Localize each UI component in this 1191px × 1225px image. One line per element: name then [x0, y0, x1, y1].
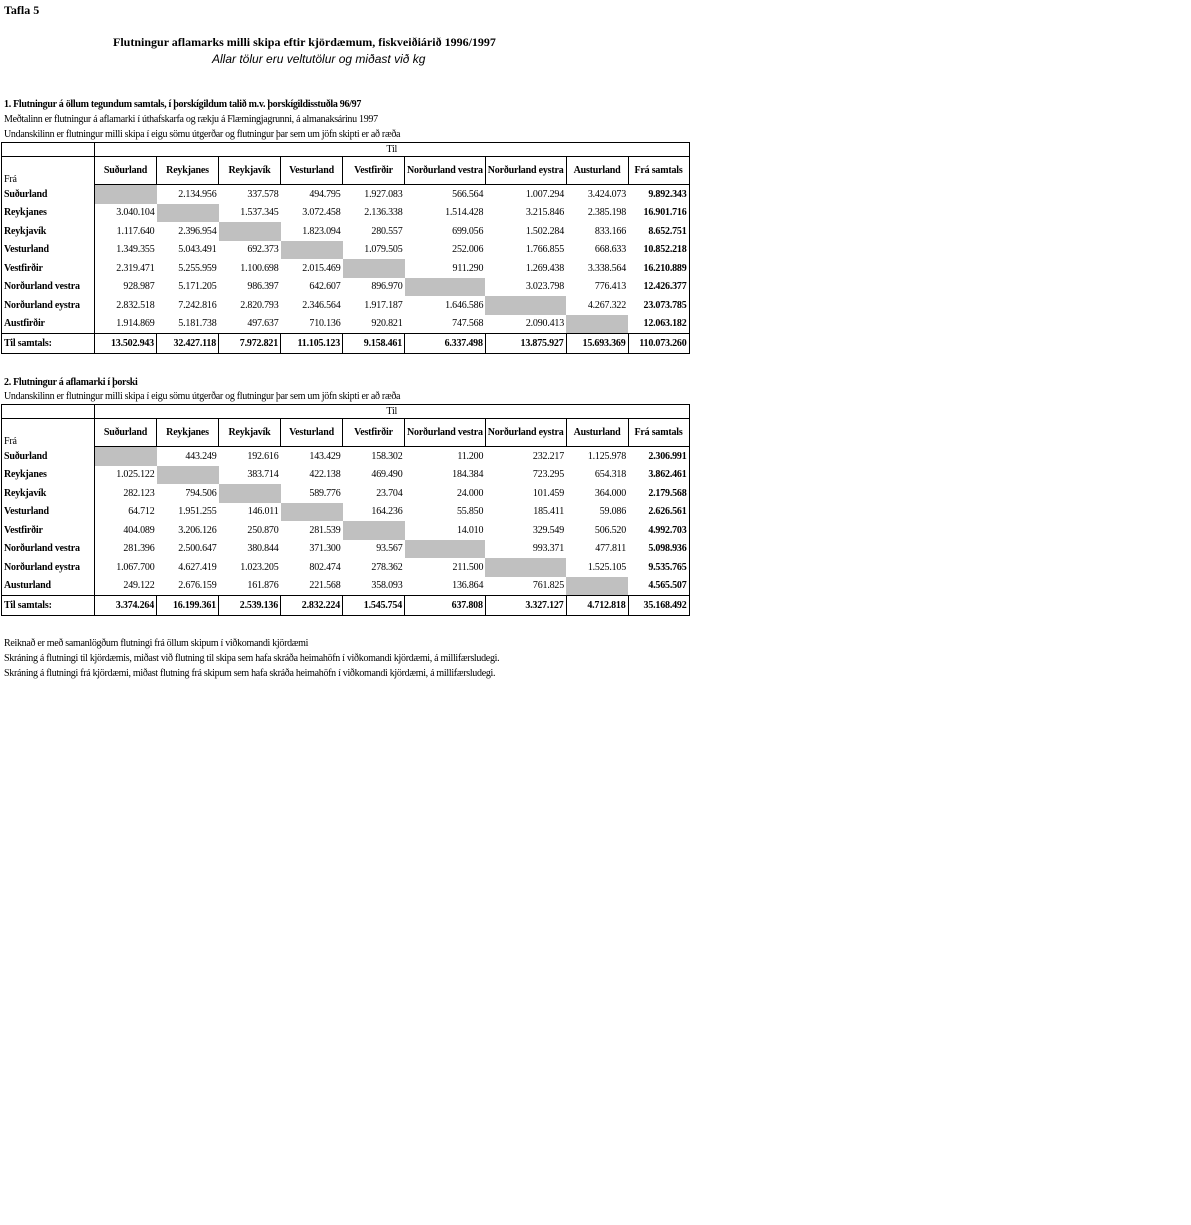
table-cell: 7.242.816: [178, 299, 217, 311]
table-cell: 280.557: [371, 225, 403, 237]
table-cell: 833.166: [594, 225, 627, 237]
table-cell: 896.970: [371, 281, 403, 293]
column-header: Vestfirðir: [343, 157, 405, 185]
table-cell: 364.000: [594, 487, 627, 499]
table-cell: 928.987: [123, 281, 155, 293]
table-cell: 761.825: [532, 580, 565, 592]
table-cell: 232.217: [532, 450, 565, 462]
table-row: [2, 558, 690, 577]
table-cell: 282.123: [123, 487, 155, 499]
table-cell: 5.043.491: [178, 244, 217, 256]
column-header: Norðurland vestra: [405, 157, 486, 185]
diagonal-cell: [281, 241, 343, 260]
table-cell: 3.072.458: [302, 207, 341, 219]
table-cell: 55.850: [456, 506, 484, 518]
table-cell: 59.086: [599, 506, 627, 518]
table-cell: 422.138: [309, 469, 341, 481]
document-title: Flutningur aflamarks milli skipa eftir kjördæmum, fiskveiðiárið 1996/1997: [113, 35, 496, 49]
table-row: [2, 503, 690, 522]
total-cell: 13.502.943: [95, 334, 157, 354]
til-header: Til: [95, 143, 690, 157]
table-cell: 3.862.461: [628, 466, 689, 485]
table-cell: 469.490: [371, 469, 403, 481]
column-header: Norðurland eystra: [485, 157, 566, 185]
table-cell: 1.927.083: [364, 188, 403, 200]
diagonal-cell: [405, 540, 486, 559]
total-cell: 110.073.260: [628, 334, 689, 354]
row-label: Vestfirðir: [2, 521, 95, 540]
table-cell: 1.914.869: [116, 318, 155, 330]
table-cell: 723.295: [532, 469, 565, 481]
table-cell: 8.652.751: [628, 222, 689, 241]
table-cell: 12.426.377: [628, 278, 689, 297]
table-cell: 5.255.959: [178, 262, 217, 274]
table-number: Tafla 5: [4, 3, 40, 17]
diagonal-cell: [343, 521, 405, 540]
table-row: [2, 447, 690, 466]
table-cell: 211.500: [452, 561, 484, 573]
table-cell: 2.134.956: [178, 188, 217, 200]
table-cell: 383.714: [247, 469, 279, 481]
column-header: Reykjanes: [157, 157, 219, 185]
table-cell: 192.616: [247, 450, 279, 462]
section2-heading: 2. Flutningur á aflamarki í þorski: [4, 377, 138, 388]
table-cell: 5.098.936: [628, 540, 689, 559]
diagonal-cell: [405, 278, 486, 297]
table-cell: 477.811: [595, 543, 627, 555]
table-row: [2, 241, 690, 260]
table-cell: 2.396.954: [178, 225, 217, 237]
table-cell: 2.500.647: [178, 543, 217, 555]
diagonal-cell: [281, 503, 343, 522]
total-cell: 1.545.754: [343, 596, 405, 616]
table-cell: 136.864: [452, 580, 484, 592]
table-cell: 4.992.703: [628, 521, 689, 540]
row-label: Austurland: [2, 577, 95, 596]
table-cell: 1.125.978: [587, 450, 627, 462]
diagonal-cell: [157, 204, 219, 223]
diagonal-cell: [219, 484, 281, 503]
table-row: [2, 278, 690, 297]
table-cell: 506.520: [594, 524, 627, 536]
column-header: Austurland: [566, 419, 628, 447]
table-cell: 1.067.700: [116, 561, 155, 573]
table-cell: 1.349.355: [116, 244, 155, 256]
table-cell: 250.870: [247, 524, 279, 536]
table-row: [2, 466, 690, 485]
total-cell: 2.832.224: [281, 596, 343, 616]
table-cell: 2.346.564: [302, 299, 341, 311]
table-cell: 404.089: [123, 524, 155, 536]
table-cell: 642.607: [309, 281, 341, 293]
table-cell: 3.040.104: [116, 207, 155, 219]
row-label: Suðurland: [2, 447, 95, 466]
row-label: Norðurland vestra: [2, 540, 95, 559]
table-row: [2, 296, 690, 315]
table-cell: 12.063.182: [628, 315, 689, 334]
table-cell: 1.007.294: [525, 188, 565, 200]
total-cell: 4.712.818: [566, 596, 628, 616]
table-cell: 589.776: [309, 487, 341, 499]
footnote-1: Reiknað er með samanlögðum flutningi frá öllum skipum í viðkomandi kjördæmi: [4, 638, 309, 649]
table-cell: 252.006: [452, 244, 484, 256]
row-label: Vestfirðir: [2, 259, 95, 278]
column-header: Norðurland vestra: [405, 419, 486, 447]
table-cell: 710.136: [309, 318, 341, 330]
table-cell: 1.823.094: [302, 225, 341, 237]
table-cell: 2.136.338: [364, 207, 403, 219]
table-cell: 143.429: [309, 450, 341, 462]
table-cell: 692.373: [247, 244, 279, 256]
table-cell: 24.000: [456, 487, 484, 499]
table-row: [2, 540, 690, 559]
row-label: Reykjavík: [2, 222, 95, 241]
column-header: Frá samtals: [628, 157, 689, 185]
total-cell: 15.693.369: [566, 334, 628, 354]
table-cell: 654.318: [594, 469, 627, 481]
table-cell: 23.073.785: [628, 296, 689, 315]
table-cell: 776.413: [594, 281, 627, 293]
table-cell: 3.215.846: [525, 207, 565, 219]
table-cell: 11.200: [457, 450, 484, 462]
table-cell: 794.506: [185, 487, 217, 499]
column-header: Vesturland: [281, 157, 343, 185]
total-label: Til samtals:: [2, 334, 95, 354]
total-cell: 637.808: [405, 596, 486, 616]
table-cell: 3.206.126: [178, 524, 217, 536]
table-cell: 101.459: [532, 487, 565, 499]
table-cell: 249.122: [123, 580, 155, 592]
document-subtitle: Allar tölur eru veltutölur og miðast við kg: [212, 52, 426, 66]
table-cell: 3.424.073: [587, 188, 627, 200]
table-row: [2, 521, 690, 540]
table-cell: 5.181.738: [178, 318, 217, 330]
table-cell: 1.502.284: [525, 225, 565, 237]
column-header: Frá samtals: [628, 419, 689, 447]
table-cell: 802.474: [309, 561, 341, 573]
table-cell: 278.362: [371, 561, 403, 573]
section1-heading: 1. Flutningur á öllum tegundum samtals, í þorskígildum talið m.v. þorskígildisstuðla 96/97: [4, 99, 362, 110]
diagonal-cell: [566, 577, 628, 596]
column-header: Suðurland: [95, 419, 157, 447]
table-cell: 497.637: [247, 318, 279, 330]
table-cell: 9.892.343: [628, 185, 689, 204]
table-cell: 4.627.419: [178, 561, 217, 573]
section1-note-1: Meðtalinn er flutningur á aflamarki í úthafskarfa og rækju á Flæmingjagrunni, á almanaksárinu 1997: [4, 114, 378, 125]
row-label: Reykjanes: [2, 204, 95, 223]
table-cell: 337.578: [247, 188, 279, 200]
table-cell: 993.371: [532, 543, 565, 555]
column-header: Vestfirðir: [343, 419, 405, 447]
column-header: Reykjavík: [219, 157, 281, 185]
table-row: [2, 315, 690, 334]
table-cell: 2.090.413: [525, 318, 565, 330]
table-cell: 986.397: [247, 281, 279, 293]
table-cell: 2.319.471: [116, 262, 155, 274]
table-cell: 4.267.322: [587, 299, 627, 311]
row-label: Vesturland: [2, 241, 95, 260]
table-cell: 10.852.218: [628, 241, 689, 260]
table-cell: 185.411: [533, 506, 565, 518]
table-cell: 281.539: [309, 524, 341, 536]
table-cell: 4.565.507: [628, 577, 689, 596]
table-cell: 221.568: [309, 580, 341, 592]
table-cell: 2.306.991: [628, 447, 689, 466]
row-label: Reykjavík: [2, 484, 95, 503]
table-cell: 2.832.518: [116, 299, 155, 311]
table-cell: 14.010: [456, 524, 484, 536]
table-row: [2, 185, 690, 204]
table-cell: 1.100.698: [240, 262, 279, 274]
transfer-table-cod: [1, 404, 690, 616]
table-cell: 494.795: [309, 188, 341, 200]
column-header: Suðurland: [95, 157, 157, 185]
table-cell: 699.056: [452, 225, 484, 237]
total-cell: 16.199.361: [157, 596, 219, 616]
total-row: [2, 334, 690, 354]
total-cell: 3.327.127: [485, 596, 566, 616]
total-cell: 11.105.123: [281, 334, 343, 354]
table-cell: 566.564: [452, 188, 484, 200]
total-cell: 7.972.821: [219, 334, 281, 354]
table-cell: 1.525.105: [587, 561, 627, 573]
column-header: Reykjanes: [157, 419, 219, 447]
table-cell: 146.011: [247, 506, 279, 518]
column-header: Norðurland eystra: [485, 419, 566, 447]
diagonal-cell: [219, 222, 281, 241]
row-label: Norðurland eystra: [2, 558, 95, 577]
row-label: Suðurland: [2, 185, 95, 204]
transfer-table-all-species: [1, 142, 690, 354]
table-cell: 158.302: [371, 450, 403, 462]
total-row: [2, 596, 690, 616]
table-cell: 2.385.198: [587, 207, 627, 219]
table-row: [2, 222, 690, 241]
total-label: Til samtals:: [2, 596, 95, 616]
table-cell: 371.300: [309, 543, 341, 555]
total-cell: 6.337.498: [405, 334, 486, 354]
fra-header: Frá: [2, 157, 95, 185]
table-cell: 1.951.255: [178, 506, 217, 518]
table-cell: 16.901.716: [628, 204, 689, 223]
table-cell: 184.384: [452, 469, 484, 481]
diagonal-cell: [157, 466, 219, 485]
table-cell: 747.568: [452, 318, 484, 330]
table-cell: 920.821: [371, 318, 403, 330]
table-cell: 911.290: [452, 262, 484, 274]
diagonal-cell: [485, 296, 566, 315]
til-header: Til: [95, 405, 690, 419]
row-label: Norðurland vestra: [2, 278, 95, 297]
table-cell: 1.023.205: [240, 561, 279, 573]
table-cell: 3.023.798: [525, 281, 565, 293]
table-cell: 2.015.469: [302, 262, 341, 274]
diagonal-cell: [95, 185, 157, 204]
total-cell: 2.539.136: [219, 596, 281, 616]
diagonal-cell: [566, 315, 628, 334]
table-cell: 164.236: [371, 506, 403, 518]
table-cell: 1.646.586: [445, 299, 484, 311]
column-header: Vesturland: [281, 419, 343, 447]
table-cell: 1.079.505: [364, 244, 403, 256]
table-cell: 93.567: [376, 543, 403, 555]
table-cell: 329.549: [532, 524, 565, 536]
row-label: Norðurland eystra: [2, 296, 95, 315]
table-cell: 668.633: [594, 244, 627, 256]
table-cell: 1.025.122: [116, 469, 155, 481]
total-cell: 9.158.461: [343, 334, 405, 354]
table-cell: 23.704: [376, 487, 403, 499]
table-cell: 64.712: [128, 506, 155, 518]
section2-note: Undanskilinn er flutningur milli skipa í eigu sömu útgerðar og flutningur þar sem um jöfn skipti er að ræða: [4, 391, 401, 402]
row-label: Austfirðir: [2, 315, 95, 334]
table-cell: 1.514.428: [445, 207, 484, 219]
table-cell: 2.179.568: [628, 484, 689, 503]
table-cell: 9.535.765: [628, 558, 689, 577]
diagonal-cell: [343, 259, 405, 278]
table-cell: 2.626.561: [628, 503, 689, 522]
column-header: Austurland: [566, 157, 628, 185]
table-cell: 1.537.345: [240, 207, 279, 219]
table-cell: 380.844: [247, 543, 279, 555]
header-corner: [2, 143, 95, 157]
table-cell: 2.676.159: [178, 580, 217, 592]
table-cell: 358.093: [371, 580, 403, 592]
table-row: [2, 577, 690, 596]
table-row: [2, 204, 690, 223]
table-cell: 5.171.205: [178, 281, 217, 293]
row-label: Vesturland: [2, 503, 95, 522]
table-cell: 1.117.640: [116, 225, 155, 237]
table-row: [2, 484, 690, 503]
table-cell: 281.396: [123, 543, 155, 555]
table-row: [2, 259, 690, 278]
total-cell: 13.875.927: [485, 334, 566, 354]
footnote-3: Skráning á flutningi frá kjördæmi, miðast flutning frá skipum sem hafa skráða heimahöfn í viðkomandi kjördæmi, á millifærsludegi.: [4, 668, 496, 679]
total-cell: 3.374.264: [95, 596, 157, 616]
total-cell: 32.427.118: [157, 334, 219, 354]
diagonal-cell: [485, 558, 566, 577]
header-corner: [2, 405, 95, 419]
table-cell: 2.820.793: [240, 299, 279, 311]
table-cell: 1.917.187: [364, 299, 403, 311]
table-cell: 443.249: [185, 450, 217, 462]
fra-header: Frá: [2, 419, 95, 447]
section1-note-2: Undanskilinn er flutningur milli skipa í eigu sömu útgerðar og flutningur þar sem um jöfn skipti er að ræða: [4, 129, 401, 140]
table-cell: 161.876: [247, 580, 279, 592]
footnote-2: Skráning á flutningi til kjördæmis, miðast við flutning til skipa sem hafa skráða heimahöfn í viðkomandi kjördæmi, á millifærsludegi.: [4, 653, 500, 664]
table-cell: 3.338.564: [587, 262, 627, 274]
row-label: Reykjanes: [2, 466, 95, 485]
total-cell: 35.168.492: [628, 596, 689, 616]
table-cell: 16.210.889: [628, 259, 689, 278]
diagonal-cell: [95, 447, 157, 466]
table-cell: 1.269.438: [525, 262, 565, 274]
column-header: Reykjavík: [219, 419, 281, 447]
table-cell: 1.766.855: [525, 244, 565, 256]
